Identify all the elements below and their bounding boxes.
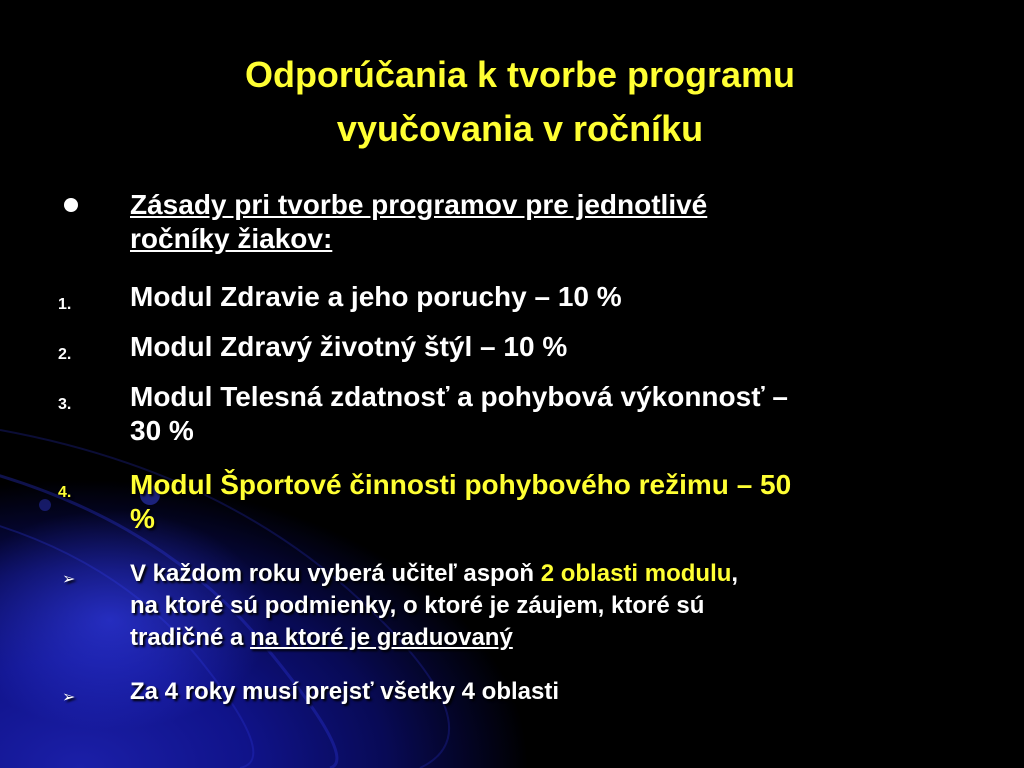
numbered-item-3 [58, 380, 950, 448]
text-plain: tradičné a [130, 624, 251, 651]
number-marker: 2. [58, 346, 72, 363]
item-text-line-1: Modul Telesná zdatnosť a pohybová výkonnosť – [130, 381, 788, 412]
highlight-text: 2 oblasti modulu [540, 560, 732, 587]
arrow-bullet-icon: ➢ [62, 689, 76, 706]
arrow-bullet-icon: ➢ [62, 571, 76, 588]
item-text: Modul Zdravý životný štýl – 10 % [130, 331, 568, 362]
heading-bullet-item [130, 188, 950, 256]
arrow-item-1 [62, 558, 950, 654]
number-marker: 3. [58, 396, 72, 413]
title-line-2: vyučovania v ročníku [336, 108, 704, 149]
bullet-dot-icon [64, 198, 78, 212]
item-text-line-1: Modul Športové činnosti pohybového režimu – 50 [130, 469, 792, 500]
underlined-text: na ktoré je graduovaný [250, 624, 513, 651]
text-part-1: V každom roku vyberá učiteľ aspoň [130, 560, 541, 587]
number-marker: 1. [58, 296, 72, 313]
title-line-1: Odporúčania k tvorbe programu [244, 54, 796, 95]
arrow-item-1-line-2: na ktoré sú podmienky, o ktoré je záujem, ktoré sú [130, 592, 705, 619]
arrow-item-2-text: Za 4 roky musí prejsť všetky 4 oblasti [130, 678, 560, 705]
item-text: Modul Zdravie a jeho poruchy – 10 % [130, 281, 622, 312]
text-part-2: , [731, 560, 739, 587]
numbered-item-4 [58, 468, 950, 536]
number-marker: 4. [58, 484, 72, 501]
heading-line-2: ročníky žiakov: [130, 223, 333, 254]
arrow-item-1-line-3 [130, 622, 950, 654]
item-text-line-2: % [130, 503, 155, 534]
numbered-item-2 [58, 330, 950, 364]
arrow-item-1-line-1 [130, 558, 950, 590]
arrow-item-2 [62, 676, 950, 708]
item-text-line-2: 30 % [130, 415, 194, 446]
numbered-item-1 [58, 280, 950, 314]
heading-line-1: Zásady pri tvorbe programov pre jednotlivé [130, 189, 708, 220]
